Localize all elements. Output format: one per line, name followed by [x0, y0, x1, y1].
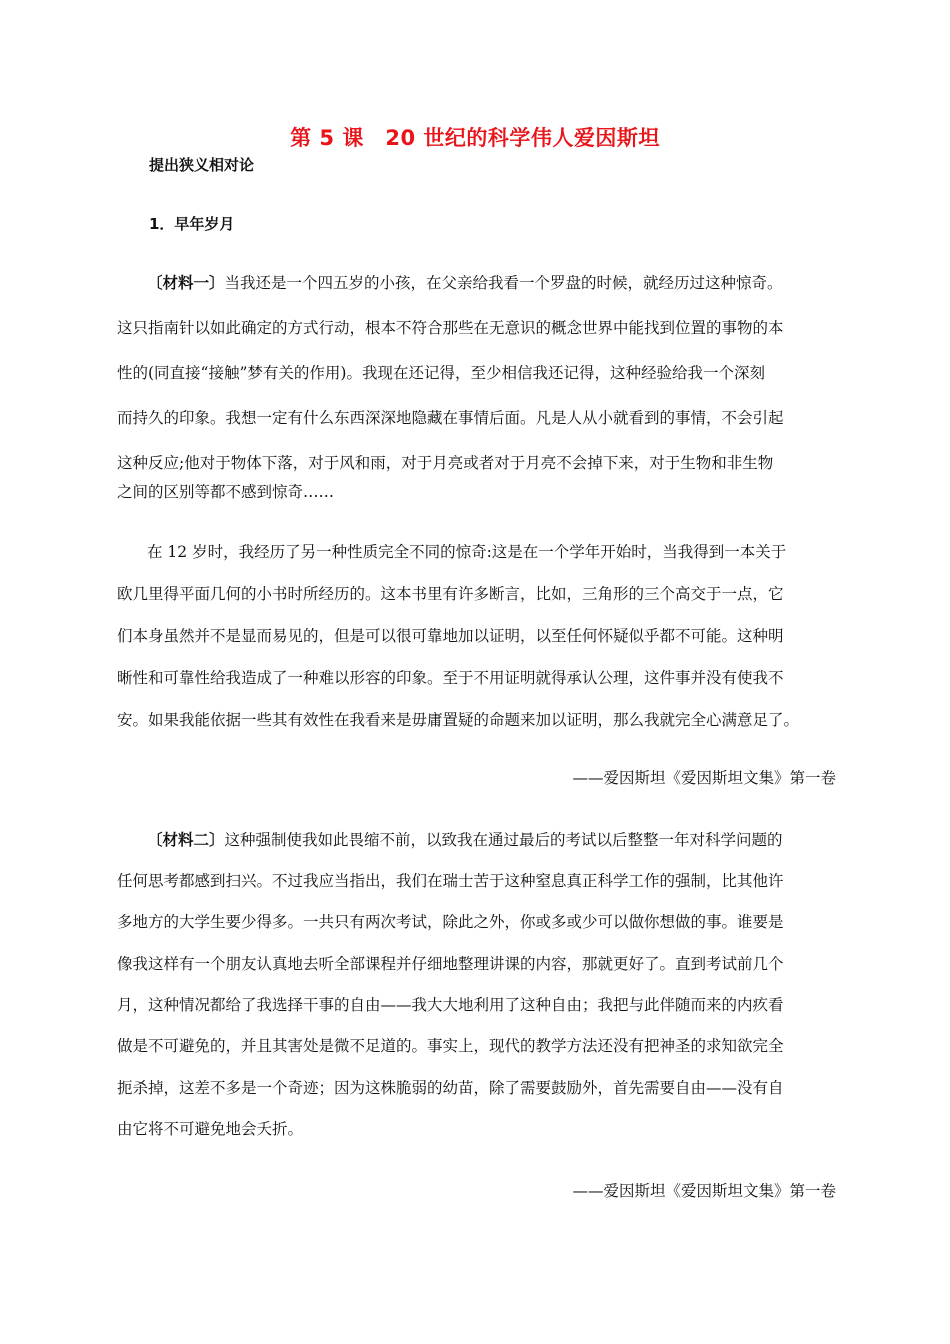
material1-line: 〔材料一〕当我还是一个四五岁的小孩，在父亲给我看一个罗盘的时候，就经历过这种惊奇。: [147, 274, 783, 292]
material1-paragraph2-line: 在 12 岁时，我经历了另一种性质完全不同的惊奇:这是在一个学年开始时，当我得到一本关于: [147, 543, 787, 561]
material1-paragraph2-line: 欧几里得平面几何的小书时所经历的。这本书里有许多断言，比如，三角形的三个高交于一点，它: [117, 585, 784, 603]
material2-line: 多地方的大学生要少得多。一共只有两次考试，除此之外，你或多或少可以做你想做的事。谁要是: [117, 913, 784, 931]
material2-line: 月，这种情况都给了我选择干事的自由——我大大地利用了这种自由；我把与此伴随而来的内疚看: [117, 996, 784, 1014]
material1-line: 而持久的印象。我想一定有什么东西深深地隐藏在事情后面。凡是人从小就看到的事情，不会引起: [117, 409, 784, 427]
material1-line: 性的(同直接“接触”梦有关的作用)。我现在还记得，至少相信我还记得，这种经验给我一个深刻: [117, 364, 765, 382]
material2-line: 任何思考都感到扫兴。不过我应当指出，我们在瑞士苦于这种窒息真正科学工作的强制，比其他许: [117, 872, 784, 890]
material1-paragraph2-line: 晰性和可靠性给我造成了一种难以形容的印象。至于不用证明就得承认公理，这件事并没有使我不: [117, 669, 784, 687]
material1-paragraph2-line: 们本身虽然并不是显而易见的，但是可以很可靠地加以证明，以至任何怀疑似乎都不可能。这种明: [117, 627, 784, 645]
material1-source: ——爱因斯坦《爱因斯坦文集》第一卷: [572, 769, 836, 787]
material2-line: 〔材料二〕这种强制使我如此畏缩不前，以致我在通过最后的考试以后整整一年对科学问题的: [147, 831, 783, 849]
material1-line: 这只指南针以如此确定的方式行动，根本不符合那些在无意识的概念世界中能找到位置的事物的本: [117, 319, 784, 337]
material2-line: 由它将不可避免地会夭折。: [117, 1120, 304, 1138]
material1-paragraph2-line: 安。如果我能依据一些其有效性在我看来是毋庸置疑的命题来加以证明，那么我就完全心满意足了。: [117, 711, 800, 729]
material2-line: 扼杀掉，这差不多是一个奇迹；因为这株脆弱的幼苗，除了需要鼓励外，首先需要自由——没有自: [117, 1079, 784, 1097]
section-heading: 1．早年岁月: [149, 215, 235, 233]
material2-label: 〔材料二〕: [147, 831, 225, 849]
page-title: 第 5 课 20 世纪的科学伟人爱因斯坦: [290, 126, 660, 150]
material2-line: 像我这样有一个朋友认真地去听全部课程并仔细地整理讲课的内容，那就更好了。直到考试前几个: [117, 955, 784, 973]
subtitle: 提出狭义相对论: [149, 156, 255, 174]
material1-label: 〔材料一〕: [147, 274, 225, 292]
material2-line: 做是不可避免的，并且其害处是微不足道的。事实上，现代的教学方法还没有把神圣的求知欲完全: [117, 1037, 784, 1055]
material1-line: 之间的区别等都不感到惊奇……: [117, 483, 335, 501]
material2-source: ——爱因斯坦《爱因斯坦文集》第一卷: [572, 1182, 836, 1200]
material1-line: 这种反应;他对于物体下落，对于风和雨，对于月亮或者对于月亮不会掉下来，对于生物和非生物: [117, 454, 774, 472]
